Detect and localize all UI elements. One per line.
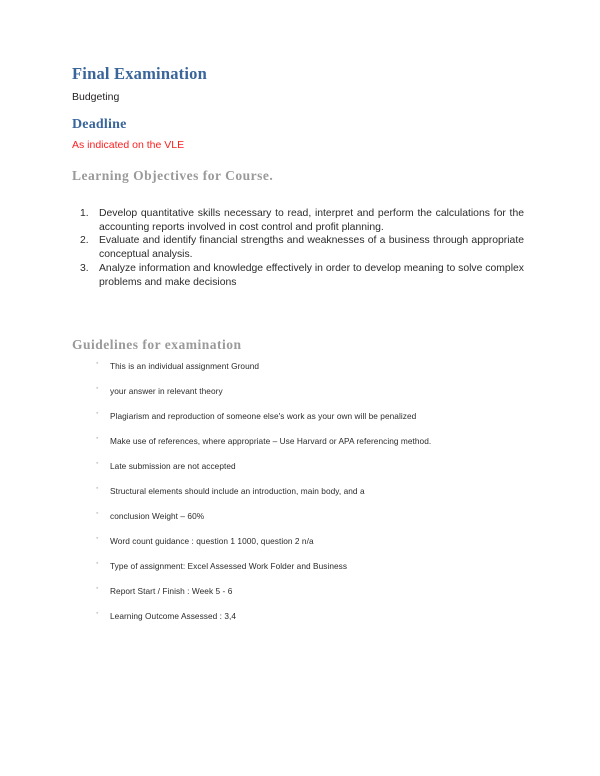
list-item xyxy=(72,560,528,576)
list-item xyxy=(72,535,528,551)
bullet-icon: ▪ xyxy=(96,483,99,492)
list-item-number: 3. xyxy=(80,263,89,275)
bullet-icon: ▪ xyxy=(96,508,99,517)
list-item-text: This is an individual assignment Ground xyxy=(110,360,260,371)
learning-objectives-heading: Learning Objectives for Course. xyxy=(72,167,274,183)
list-item-text: Structural elements should include an introduction, main body, and a xyxy=(110,485,365,496)
list-item xyxy=(72,262,528,290)
bullet-icon: ▪ xyxy=(96,583,99,592)
bullet-icon: ▪ xyxy=(96,408,99,417)
guidelines-heading: Guidelines for examination xyxy=(72,336,242,352)
list-item xyxy=(72,385,528,401)
list-item-text: Plagiarism and reproduction of someone else's work as your own will be penalized xyxy=(110,410,417,421)
list-item xyxy=(72,234,528,262)
list-item-text: Word count guidance : question 1 1000, question 2 n/a xyxy=(110,535,314,546)
page-title: Final Examination xyxy=(72,64,207,83)
list-item-number: 1. xyxy=(80,207,89,219)
list-item xyxy=(72,610,528,626)
list-item-text: Type of assignment: Excel Assessed Work Folder and Business xyxy=(110,560,348,571)
list-item xyxy=(72,207,528,235)
list-item xyxy=(72,435,528,451)
list-item xyxy=(72,410,528,426)
list-item xyxy=(72,485,528,501)
list-item-text: Make use of references, where appropriate – Use Harvard or APA referencing method. xyxy=(110,435,432,446)
list-item-text: Analyze information and knowledge effectively in order to develop meaning to solve complex problems and make decisions xyxy=(99,263,524,288)
learning-objectives-list xyxy=(72,207,528,290)
list-item-text: Evaluate and identify financial strengths and weaknesses of a business through appropriate conceptual analysis. xyxy=(99,235,524,261)
deadline-heading: Deadline xyxy=(72,116,127,132)
list-item-text: Learning Outcome Assessed : 3,4 xyxy=(110,610,237,621)
list-item xyxy=(72,585,528,601)
list-item xyxy=(72,360,528,376)
bullet-icon: ▪ xyxy=(96,558,99,567)
bullet-icon: ▪ xyxy=(96,608,99,617)
deadline-value: As indicated on the VLE xyxy=(72,138,185,151)
list-item xyxy=(72,510,528,526)
list-item-text: Develop quantitative skills necessary to read, interpret and perform the calculations for the accounting reports involved in cost control and profit planning. xyxy=(99,207,524,233)
list-item-text: your answer in relevant theory xyxy=(110,385,223,396)
bullet-icon: ▪ xyxy=(96,383,99,392)
bullet-icon: ▪ xyxy=(96,358,99,367)
list-item-text: conclusion Weight – 60% xyxy=(110,510,205,521)
bullet-icon: ▪ xyxy=(96,533,99,542)
guidelines-list xyxy=(72,360,528,626)
list-item-text: Report Start / Finish : Week 5 - 6 xyxy=(110,585,233,596)
list-item xyxy=(72,460,528,476)
bullet-icon: ▪ xyxy=(96,433,99,442)
list-item-number: 2. xyxy=(80,235,89,247)
list-item-text: Late submission are not accepted xyxy=(110,460,236,471)
bullet-icon: ▪ xyxy=(96,458,99,467)
document-content xyxy=(72,64,528,635)
subject-subtitle: Budgeting xyxy=(72,90,120,103)
